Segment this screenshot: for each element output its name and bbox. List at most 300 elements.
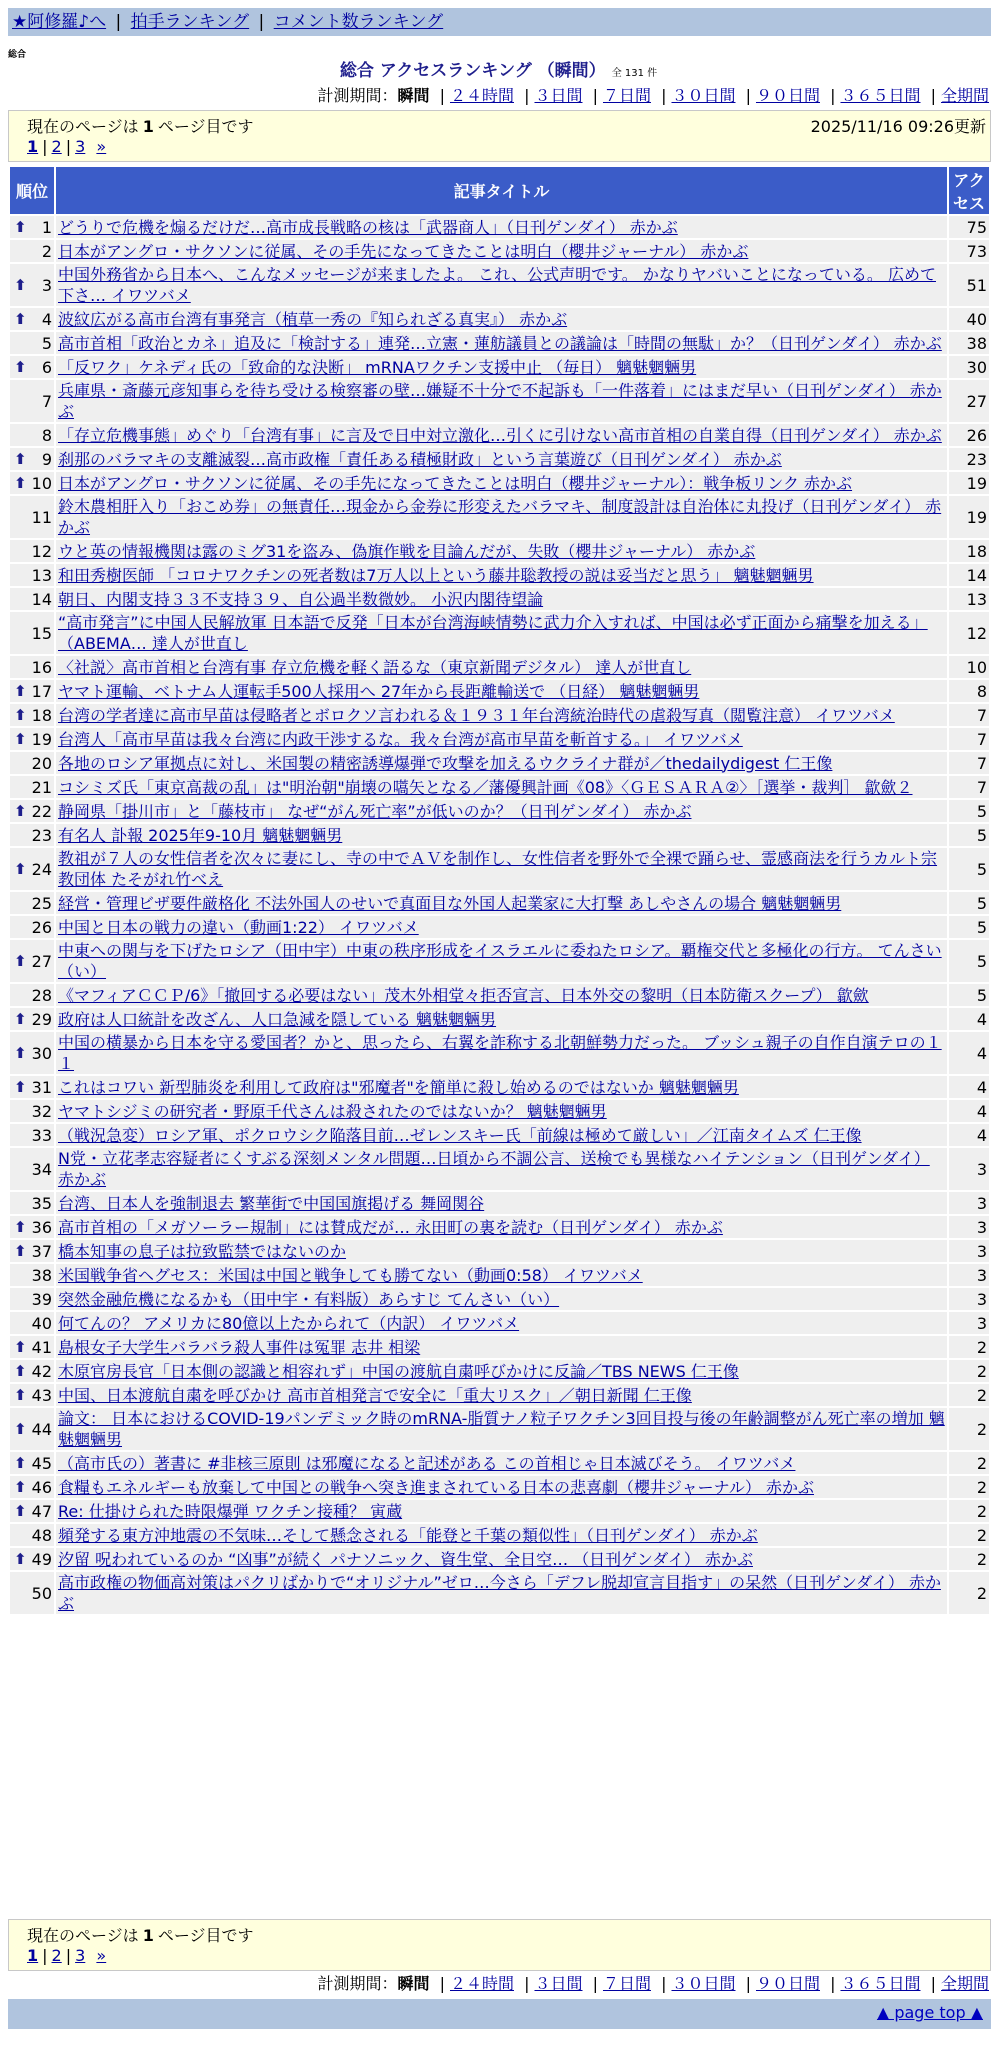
access-count: 2 (949, 1452, 989, 1474)
period-30d-link[interactable]: ３０日間 (671, 1974, 736, 1993)
page-links: 1 | 2 | 3 » (27, 137, 107, 156)
title-cell (56, 380, 947, 422)
title-cell (56, 1288, 947, 1310)
rank-cell (10, 612, 54, 654)
pager-bottom (8, 1919, 991, 1971)
rank-cell (10, 824, 54, 846)
article-title-link[interactable]: コシミズ氏「東京高裁の乱」は"明治朝"崩壊の嚆矢となる／藩優興計画《08》〈ＧＥＳＡＲＡ②〉［選挙・裁判］ 歙歛２ (58, 777, 913, 797)
rank-up-arrow-icon: ⬆ (14, 1477, 27, 1496)
article-title-link[interactable]: “高市発言”に中国人民解放軍 日本語で反発「日本が台湾海峡情勢に武力介入すれば、中国は必ず正面から痛撃を加える」（ABEMA… 達人が世直し (58, 613, 928, 653)
access-count: 2 (949, 1384, 989, 1406)
category-label: 総合 (8, 50, 27, 60)
table-row (10, 940, 989, 982)
table-row (10, 1192, 989, 1214)
table-row (10, 1500, 989, 1522)
title-cell (56, 1032, 947, 1074)
title-cell (56, 1216, 947, 1238)
access-count: 12 (949, 612, 989, 654)
page-link-2[interactable]: 2 (51, 137, 62, 156)
table-row (10, 264, 989, 306)
access-count: 3 (949, 1240, 989, 1262)
article-title-link[interactable]: Re: 仕掛けられた時限爆弾 ワクチン接種？ 寅蔵 (58, 1501, 403, 1521)
access-count: 7 (949, 776, 989, 798)
period-365d-link[interactable]: ３６５日間 (840, 1974, 921, 1993)
article-title-link[interactable]: 刹那のバラマキの支離滅裂…高市政権「責任ある積極財政」という言葉遊び（日刊ゲンダイ） 赤かぶ (58, 449, 782, 469)
table-row (10, 1240, 989, 1262)
rank-number: 26 (31, 917, 52, 937)
rank-number: 8 (41, 425, 52, 445)
period-label: 計測期間： (317, 86, 398, 105)
article-title-link[interactable]: ヤマトシジミの研究者・野原千代さんは殺されたのではないか？ 魑魅魍魎男 (58, 1101, 607, 1121)
title-cell (56, 1124, 947, 1146)
title-cell (56, 1264, 947, 1286)
period-90d-link[interactable]: ９０日間 (755, 1974, 820, 1993)
rank-number: 36 (31, 1217, 52, 1237)
rank-up-arrow-icon: ⬆ (14, 951, 27, 970)
pager-top (8, 110, 991, 162)
rank-number: 10 (31, 473, 52, 493)
title-cell (56, 680, 947, 702)
title-cell (56, 1008, 947, 1030)
rank-cell (10, 1076, 54, 1098)
rank-number: 18 (31, 705, 52, 725)
article-title-link[interactable]: （戦況急変）ロシア軍、ポクロウシク陥落目前…ゼレンスキー氏「前線は極めて厳しい」／江南タイムズ 仁王像 (58, 1125, 862, 1145)
access-count: 5 (949, 916, 989, 938)
article-title-link[interactable]: 静岡県「掛川市」と「藤枝市」 なぜ“がん死亡率”が低いのか？（日刊ゲンダイ） 赤かぶ (58, 801, 692, 821)
access-count: 2 (949, 1524, 989, 1546)
rank-number: 45 (31, 1453, 52, 1473)
clap-ranking-link[interactable]: 拍手ランキング (130, 12, 250, 32)
rank-cell (10, 240, 54, 262)
access-count: 27 (949, 380, 989, 422)
separator: | (258, 12, 265, 32)
rank-number: 11 (31, 507, 52, 527)
rank-number: 37 (31, 1241, 52, 1261)
article-title-link[interactable]: 頻発する東方沖地震の不気味…そして懸念される「能登と千葉の類似性」（日刊ゲンダイ） 赤かぶ (58, 1525, 758, 1545)
rank-cell (10, 1312, 54, 1334)
rank-number: 2 (41, 241, 52, 261)
title-cell (56, 984, 947, 1006)
period-current: 瞬間 (397, 1974, 430, 1993)
access-count: 2 (949, 1548, 989, 1570)
period-current: 瞬間 (397, 86, 430, 105)
rank-number: 39 (31, 1289, 52, 1309)
rank-cell (10, 356, 54, 378)
article-title-link[interactable]: 何てんの？ アメリカに80億以上たかられて（内訳） イワツバメ (58, 1313, 520, 1333)
rank-number: 35 (31, 1193, 52, 1213)
title-cell (56, 892, 947, 914)
table-row (10, 424, 989, 446)
article-title-link[interactable]: ウと英の情報機関は露のミグ31を盗み、偽旗作戦を目論んだが、失敗（櫻井ジャーナル） 赤かぶ (58, 541, 756, 561)
rank-number: 25 (31, 893, 52, 913)
rank-up-arrow-icon: ⬆ (14, 309, 27, 328)
access-count: 4 (949, 1008, 989, 1030)
page-link-1[interactable]: 1 (27, 137, 39, 156)
rank-number: 12 (31, 541, 52, 561)
access-count: 4 (949, 1100, 989, 1122)
rank-number: 24 (31, 859, 52, 879)
rank-cell (10, 916, 54, 938)
page-top-link[interactable]: ▲ page top ▲ (876, 2003, 983, 2022)
article-title-link[interactable]: 「存立危機事態」めぐり「台湾有事」に言及で日中対立激化…引くに引けない高市首相の自業自得（日刊ゲンダイ） 赤かぶ (58, 425, 942, 445)
table-row (10, 564, 989, 586)
access-count: 7 (949, 728, 989, 750)
access-count: 5 (949, 892, 989, 914)
title-cell (56, 752, 947, 774)
access-count: 3 (949, 1148, 989, 1190)
access-count: 8 (949, 680, 989, 702)
rank-number: 5 (41, 333, 52, 353)
page-link-2[interactable]: 2 (51, 1946, 62, 1965)
article-title-link[interactable]: 《マフィアＣＣＰ/6》「撤回する必要はない」茂木外相堂々拒否宣言、日本外交の黎明（日本防衛スクープ） 歙歛 (58, 985, 869, 1005)
table-row (10, 540, 989, 562)
title-cell (56, 1548, 947, 1570)
table-row (10, 916, 989, 938)
table-row (10, 308, 989, 330)
page-link-1[interactable]: 1 (27, 1946, 39, 1965)
table-row (10, 1312, 989, 1334)
article-title-link[interactable]: 経営・管理ビザ要件厳格化 不法外国人のせいで真面目な外国人起業家に大打撃 あしやさんの場合 魑魅魍魎男 (58, 893, 842, 913)
rank-cell (10, 1548, 54, 1570)
title-cell (56, 588, 947, 610)
rank-number: 16 (31, 657, 52, 677)
table-row (10, 1216, 989, 1238)
rank-cell (10, 1192, 54, 1214)
rank-cell (10, 704, 54, 726)
article-title-link[interactable]: 教祖が７人の女性信者を次々に妻にし、寺の中でＡＶを制作し、女性信者を野外で全裸で踊らせ、霊感商法を行うカルト宗教団体 たそがれ竹べえ (58, 849, 938, 889)
access-count: 5 (949, 800, 989, 822)
article-title-link[interactable]: 中国外務省から日本へ、こんなメッセージが来ましたよ。 これ、公式声明です。 かなりヤバいことになっている。 広めて下さ… イワツバメ (58, 265, 936, 305)
period-7d-link[interactable]: ７日間 (602, 1974, 651, 1993)
title-cell (56, 264, 947, 306)
rank-cell (10, 892, 54, 914)
period-all-link[interactable]: 全期間 (940, 1974, 989, 1993)
title-cell (56, 800, 947, 822)
access-count: 13 (949, 588, 989, 610)
article-title-link[interactable]: 波紋広がる高市台湾有事発言（植草一秀の『知られざる真実』） 赤かぶ (58, 309, 568, 329)
rank-number: 19 (31, 729, 52, 749)
access-count: 26 (949, 424, 989, 446)
title-cell (56, 424, 947, 446)
title-cell (56, 1192, 947, 1214)
rank-cell (10, 1008, 54, 1030)
rank-number: 50 (31, 1583, 52, 1603)
access-count: 7 (949, 752, 989, 774)
access-count: 18 (949, 540, 989, 562)
article-title-link[interactable]: 高市首相「政治とカネ」追及に「検討する」連発…立憲・蓮舫議員との議論は「時間の無駄」か？（日刊ゲンダイ） 赤かぶ (58, 333, 942, 353)
article-title-link[interactable]: 島根女子大学生バラバラ殺人事件は冤罪 志井 相梁 (58, 1337, 421, 1357)
rank-cell (10, 1476, 54, 1498)
access-count: 3 (949, 1312, 989, 1334)
title-cell (56, 1524, 947, 1546)
access-count: 3 (949, 1288, 989, 1310)
period-24h-link[interactable]: ２４時間 (449, 86, 514, 105)
article-title-link[interactable]: 中国の横暴から日本を守る愛国者？かと、思ったら、右翼を詐称する北朝鮮勢力だった。 ブッシュ親子の自作自演テロの１１ (58, 1033, 942, 1073)
article-title-link[interactable]: 「反ワク」ケネディ氏の「致命的な決断」 mRNAワクチン支援中止 （毎日） 魑魅魍魎男 (58, 357, 697, 377)
title-header: 記事タイトル (56, 167, 947, 214)
article-title-link[interactable]: 兵庫県・斎藤元彦知事らを待ち受ける検察審の壁…嫌疑不十分で不起訴も「一件落着」にはまだ早い（日刊ゲンダイ） 赤かぶ (58, 381, 942, 421)
title-cell (56, 540, 947, 562)
title-cell (56, 448, 947, 470)
rank-up-arrow-icon: ⬆ (14, 1385, 27, 1404)
period-7d-link[interactable]: ７日間 (602, 86, 651, 105)
article-title-link[interactable]: 汐留 呪われているのか “凶事”が続く パナソニック、資生堂、全日空… （日刊ゲンダイ） 赤かぶ (58, 1549, 753, 1569)
access-count: 5 (949, 848, 989, 890)
rank-up-arrow-icon: ⬆ (14, 859, 27, 878)
table-row (10, 848, 989, 890)
table-row (10, 380, 989, 422)
rank-number: 49 (31, 1549, 52, 1569)
rank-cell (10, 1288, 54, 1310)
table-row (10, 240, 989, 262)
title-cell (56, 1240, 947, 1262)
article-title-link[interactable]: 食糧もエネルギーも放棄して中国との戦争へ突き進まされている日本の悲喜劇（櫻井ジャーナル） 赤かぶ (58, 1477, 814, 1497)
table-row (10, 1032, 989, 1074)
rank-cell (10, 1216, 54, 1238)
rank-number: 28 (31, 985, 52, 1005)
article-title-link[interactable]: 中国と日本の戦力の違い（動画1:22） イワツバメ (58, 917, 419, 937)
article-title-link[interactable]: 高市政権の物価高対策はパクリばかりで“オリジナル”ゼロ…今さら「デフレ脱却宣言目指す」の呆然（日刊ゲンダイ） 赤かぶ (58, 1573, 941, 1613)
access-count: 4 (949, 1124, 989, 1146)
title-cell (56, 1148, 947, 1190)
next-page-link[interactable]: » (96, 1946, 107, 1965)
rank-number: 15 (31, 623, 52, 643)
article-title-link[interactable]: 日本がアングロ・サクソンに従属、その手先になってきたことは明白（櫻井ジャーナル）：戦争板リンク 赤かぶ (58, 473, 853, 493)
title-cell (56, 216, 947, 238)
access-count: 2 (949, 1336, 989, 1358)
article-title-link[interactable]: N党・立花孝志容疑者にくすぶる深刻メンタル問題…日頃から不調公言、送検でも異様なハイテンション（日刊ゲンダイ） 赤かぶ (58, 1149, 930, 1189)
table-row (10, 1408, 989, 1450)
table-row (10, 1452, 989, 1474)
rank-up-arrow-icon: ⬆ (14, 1501, 27, 1520)
rank-number: 46 (31, 1477, 52, 1497)
title-cell (56, 656, 947, 678)
table-row (10, 1524, 989, 1546)
table-row (10, 216, 989, 238)
access-count: 19 (949, 472, 989, 494)
title-cell (56, 1384, 947, 1406)
ranking-table-body (10, 216, 989, 1614)
period-90d-link[interactable]: ９０日間 (755, 86, 820, 105)
next-page-link[interactable]: » (96, 137, 107, 156)
access-count: 5 (949, 940, 989, 982)
article-title-link[interactable]: 台湾の学者達に高市早苗は侵略者とボロクソ言われる＆１９３１年台湾統治時代の虐殺写真（閲覧注意） イワツバメ (58, 705, 895, 725)
updated-timestamp: 2025/11/16 09:26更新 (810, 117, 986, 136)
article-title-link[interactable]: 〈社説〉高市首相と台湾有事 存立危機を軽く語るな（東京新聞デジタル） 達人が世直し (58, 657, 692, 677)
rank-number: 1 (41, 217, 52, 237)
article-title-link[interactable]: 各地のロシア軍拠点に対し、米国製の精密誘導爆弾で攻撃を加えるウクライナ群が／thedailydigest 仁王像 (58, 753, 833, 773)
rank-number: 21 (31, 777, 52, 797)
current-page-number: 1 (142, 1926, 154, 1945)
rank-cell (10, 1408, 54, 1450)
page-links: 1 | 2 | 3 » (27, 1946, 107, 1965)
title-cell (56, 356, 947, 378)
period-24h-link[interactable]: ２４時間 (449, 1974, 514, 1993)
rank-up-arrow-icon: ⬆ (14, 1419, 27, 1438)
title-cell (56, 240, 947, 262)
period-3d-link[interactable]: ３日間 (534, 1974, 583, 1993)
rank-cell (10, 656, 54, 678)
table-row (10, 680, 989, 702)
access-count: 3 (949, 1192, 989, 1214)
rank-up-arrow-icon: ⬆ (14, 1337, 27, 1356)
rank-cell (10, 752, 54, 774)
access-count: 5 (949, 984, 989, 1006)
rank-cell (10, 496, 54, 538)
table-row (10, 1360, 989, 1382)
rank-number: 38 (31, 1265, 52, 1285)
article-title-link[interactable]: 朝日、内閣支持３３不支持３９、自公過半数微妙。 小沢内閣待望論 (58, 589, 544, 609)
period-3d-link[interactable]: ３日間 (534, 86, 583, 105)
rank-number: 34 (31, 1159, 52, 1179)
page-title (0, 60, 997, 85)
access-count: 3 (949, 1216, 989, 1238)
article-title-link[interactable]: ヤマト運輸、ベトナム人運転手500人採用へ 27年から長距離輸送で （日経） 魑魅魍魎男 (58, 681, 700, 701)
rank-cell (10, 1124, 54, 1146)
table-row (10, 1008, 989, 1030)
rank-number: 30 (31, 1043, 52, 1063)
access-header: アクセス (949, 167, 989, 214)
period-selector-top: 計測期間：瞬間 | ２４時間 | ３日間 | ７日間 | ３０日間 | ９０日間 | ３６５日間 | 全期間 (317, 86, 989, 105)
article-title-link[interactable]: 鈴木農相肝入り「おこめ券」の無責任…現金から金券に形変えたバラマキ、制度設計は自治体に丸投げ（日刊ゲンダイ） 赤かぶ (58, 497, 942, 537)
article-title-link[interactable]: 中国、日本渡航自粛を呼びかけ 高市首相発言で安全に「重大リスク」／朝日新聞 仁王像 (58, 1385, 692, 1405)
table-row (10, 448, 989, 470)
rank-cell (10, 728, 54, 750)
rank-cell (10, 1572, 54, 1614)
title-cell (56, 1408, 947, 1450)
rank-number: 7 (41, 391, 52, 411)
rank-up-arrow-icon: ⬆ (14, 357, 27, 376)
table-row (10, 1124, 989, 1146)
period-30d-link[interactable]: ３０日間 (671, 86, 736, 105)
access-count: 38 (949, 332, 989, 354)
current-page-text: 現在のページは 1 ページ目です (27, 117, 254, 136)
rank-number: 14 (31, 589, 52, 609)
article-title-link[interactable]: （高市氏の）著書に #非核三原則 は邪魔になると記述がある この首相じゃ日本滅びそう。 イワツバメ (58, 1453, 796, 1473)
article-title-link[interactable]: 政府は人口統計を改ざん、人口急減を隠している 魑魅魍魎男 (58, 1009, 497, 1029)
current-page-text: 現在のページは 1 ページ目です (27, 1926, 254, 1945)
article-title-link[interactable]: どうりで危機を煽るだけだ…高市成長戦略の核は「武器商人」（日刊ゲンダイ） 赤かぶ (58, 217, 678, 237)
table-row (10, 1572, 989, 1614)
period-365d-link[interactable]: ３６５日間 (840, 86, 921, 105)
article-title-link[interactable]: 木原官房長官「日本側の認識と相容れず」中国の渡航自粛呼びかけに反論／TBS NEWS 仁王像 (58, 1361, 739, 1381)
rank-number: 32 (31, 1101, 52, 1121)
title-cell (56, 1452, 947, 1474)
access-count: 51 (949, 264, 989, 306)
article-title-link[interactable]: 有名人 訃報 2025年9-10月 魑魅魍魎男 (58, 825, 343, 845)
table-row (10, 728, 989, 750)
title-cell (56, 848, 947, 890)
table-row (10, 1100, 989, 1122)
access-count: 73 (949, 240, 989, 262)
rank-cell (10, 1500, 54, 1522)
title-cell (56, 1572, 947, 1614)
rank-cell (10, 848, 54, 890)
article-title-link[interactable]: 台湾、日本人を強制退去 繁華街で中国国旗掲げる 舞岡関谷 (58, 1193, 485, 1213)
rank-number: 40 (31, 1313, 52, 1333)
table-row (10, 776, 989, 798)
rank-number: 17 (31, 681, 52, 701)
rank-number: 29 (31, 1009, 52, 1029)
rank-up-arrow-icon: ⬆ (14, 705, 27, 724)
rank-cell (10, 776, 54, 798)
rank-cell (10, 1336, 54, 1358)
table-row (10, 612, 989, 654)
table-row (10, 472, 989, 494)
access-count: 40 (949, 308, 989, 330)
rank-up-arrow-icon: ⬆ (14, 1077, 27, 1096)
total-count: 全 131 件 (611, 68, 658, 79)
article-title-link[interactable]: 橋本知事の息子は拉致監禁ではないのか (58, 1241, 347, 1261)
access-count: 14 (949, 564, 989, 586)
table-row (10, 656, 989, 678)
rank-up-arrow-icon: ⬆ (14, 1361, 27, 1380)
page-link-3[interactable]: 3 (75, 1946, 86, 1965)
title-cell (56, 916, 947, 938)
period-all-link[interactable]: 全期間 (940, 86, 989, 105)
article-title-link[interactable]: 突然金融危機になるかも（田中宇・有料版）あらすじ てんさい（い） (58, 1289, 560, 1309)
rank-cell (10, 800, 54, 822)
rank-number: 13 (31, 565, 52, 585)
comment-ranking-link[interactable]: コメント数ランキング (273, 12, 444, 32)
article-title-link[interactable]: 日本がアングロ・サクソンに従属、その手先になってきたことは明白（櫻井ジャーナル） 赤かぶ (58, 241, 749, 261)
table-row (10, 332, 989, 354)
access-count: 2 (949, 1408, 989, 1450)
rank-cell (10, 984, 54, 1006)
home-link[interactable]: ★阿修羅♪へ (12, 12, 107, 32)
rank-cell (10, 1264, 54, 1286)
article-title-link[interactable]: 高市首相の「メガソーラー規制」には賛成だが… 永田町の裏を読む（日刊ゲンダイ） 赤かぶ (58, 1217, 723, 1237)
title-cell (56, 728, 947, 750)
access-count: 23 (949, 448, 989, 470)
article-title-link[interactable]: 和田秀樹医師 「コロナワクチンの死者数は7万人以上という藤井聡教授の説は妥当だと思う」 魑魅魍魎男 (58, 565, 814, 585)
access-count: 4 (949, 1032, 989, 1074)
title-cell (56, 1336, 947, 1358)
rank-number: 6 (41, 357, 52, 377)
page-link-3[interactable]: 3 (75, 137, 86, 156)
rank-cell (10, 424, 54, 446)
table-row (10, 752, 989, 774)
period-label: 計測期間： (317, 1974, 398, 1993)
access-count: 7 (949, 704, 989, 726)
rank-number: 20 (31, 753, 52, 773)
rank-cell (10, 448, 54, 470)
access-count: 2 (949, 1476, 989, 1498)
access-count: 2 (949, 1572, 989, 1614)
table-row (10, 892, 989, 914)
table-row (10, 824, 989, 846)
rank-cell (10, 564, 54, 586)
rank-up-arrow-icon: ⬆ (14, 217, 27, 236)
table-row (10, 1548, 989, 1570)
article-title-link[interactable]: 台湾人「高市早苗は我々台湾に内政干渉するな。我々台湾が高市早苗を斬首する。」 イワツバメ (58, 729, 743, 749)
article-title-link[interactable]: 中東への関与を下げたロシア（田中宇）中東の秩序形成をイスラエルに委ねたロシア。覇権交代と多極化の行方。 てんさい（い） (58, 941, 942, 981)
article-title-link[interactable]: 米国戦争省ヘグセス：米国は中国と戦争しても勝てない（動画0:58） イワツバメ (58, 1265, 643, 1285)
rank-number: 47 (31, 1501, 52, 1521)
rank-number: 48 (31, 1525, 52, 1545)
rank-cell (10, 588, 54, 610)
article-title-link[interactable]: 論文： 日本におけるCOVID-19パンデミック時のmRNA-脂質ナノ粒子ワクチン3回目投与後の年齢調整がん死亡率の増加 魑魅魍魎男 (58, 1409, 945, 1449)
ranking-title: 総合 アクセスランキング （瞬間） (339, 61, 606, 81)
article-title-link[interactable]: これはコワい 新型肺炎を利用して政府は"邪魔者"を簡単に殺し始めるのではないか 魑魅魍魎男 (58, 1077, 739, 1097)
table-row (10, 1288, 989, 1310)
bottom-bar (8, 1999, 991, 2029)
period-selector-bottom: 計測期間：瞬間 | ２４時間 | ３日間 | ７日間 | ３０日間 | ９０日間 | ３６５日間 | 全期間 (317, 1974, 989, 1993)
rank-up-arrow-icon: ⬆ (14, 275, 27, 294)
rank-up-arrow-icon: ⬆ (14, 449, 27, 468)
table-row (10, 984, 989, 1006)
current-page-number: 1 (142, 117, 154, 136)
